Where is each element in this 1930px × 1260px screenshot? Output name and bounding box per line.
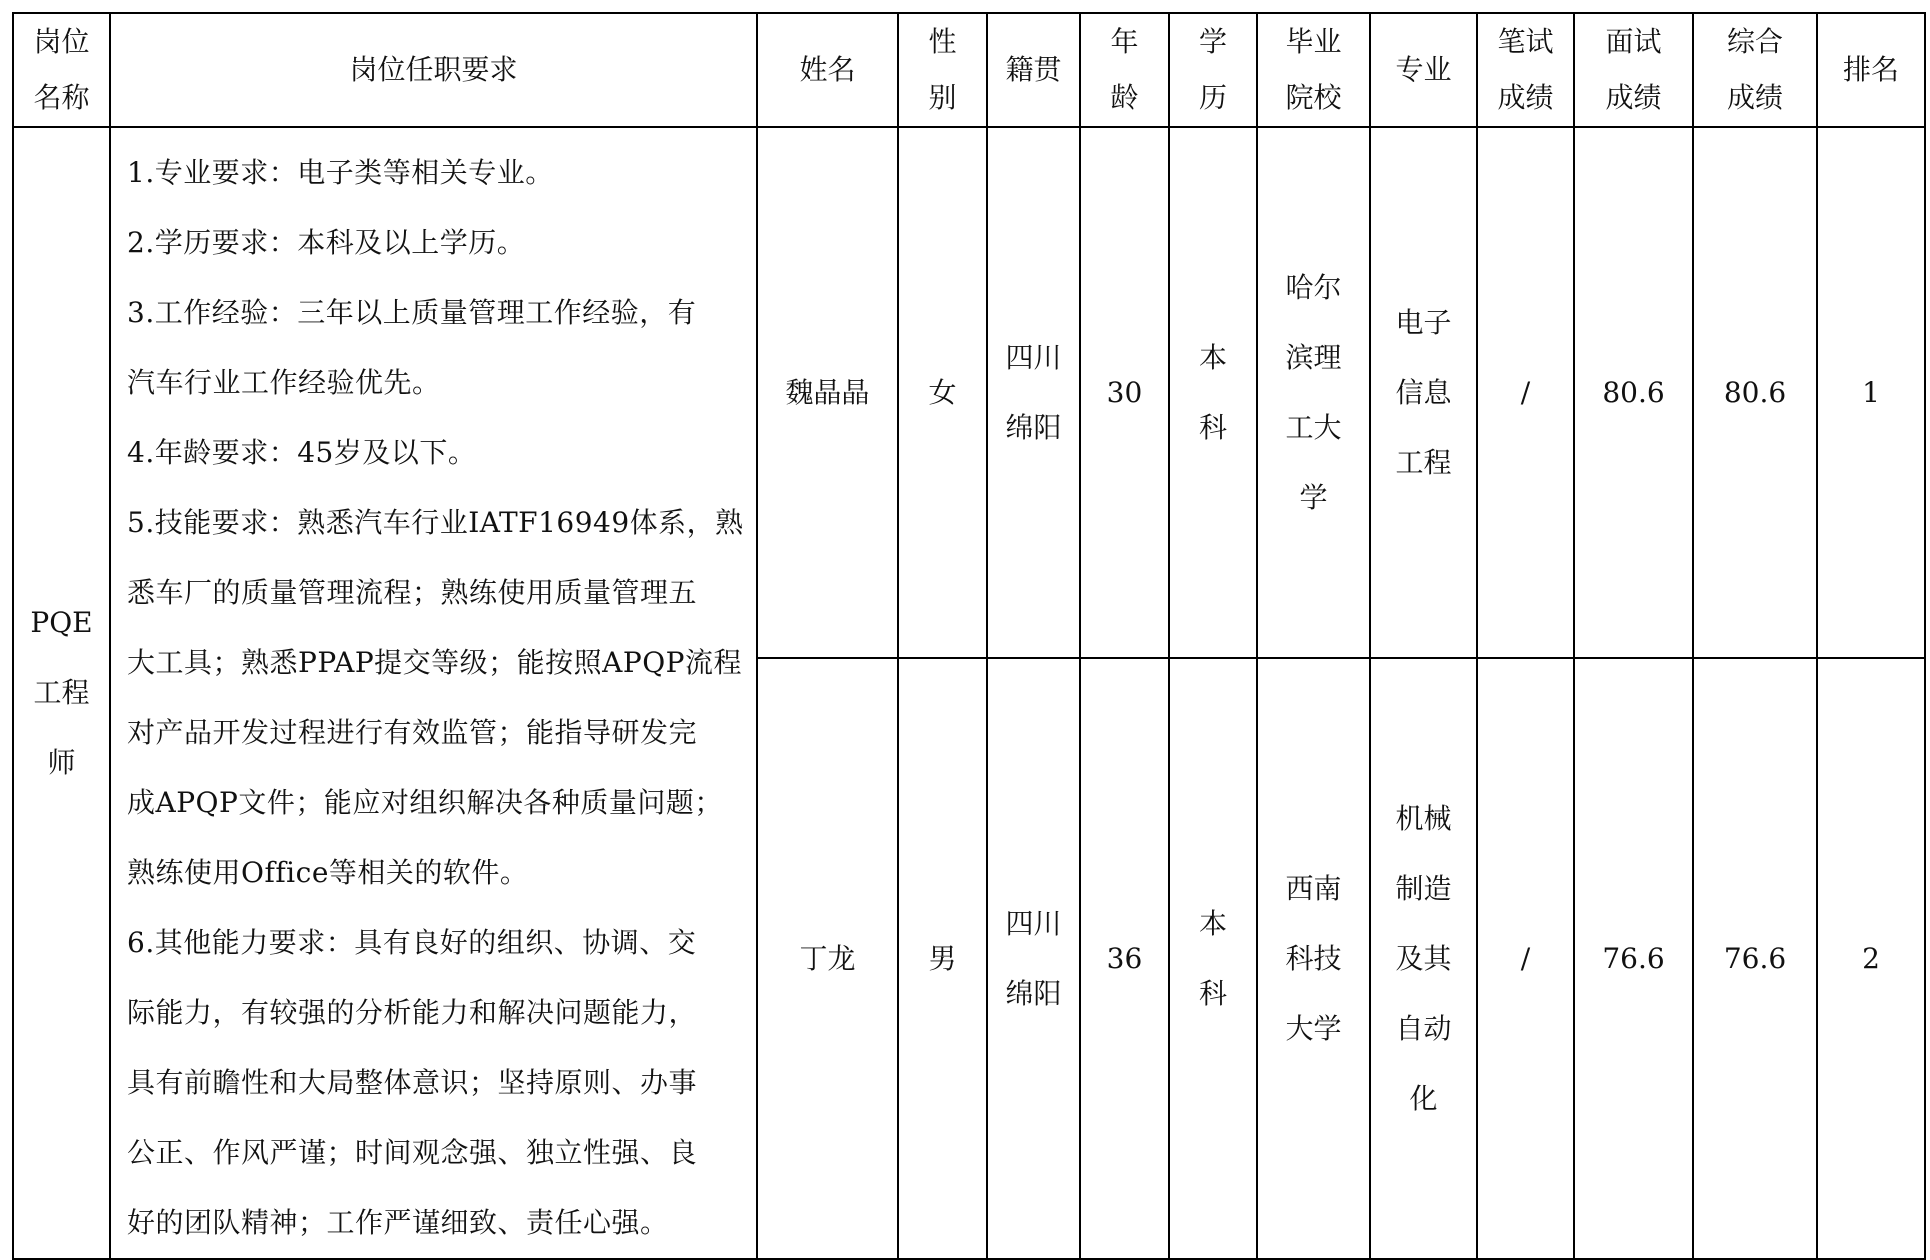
requirement-line: 2.学历要求：本科及以上学历。: [127, 226, 526, 259]
candidate-education: 本 科: [1169, 658, 1257, 1259]
requirement-line: 悉车厂的质量管理流程；熟练使用质量管理五: [127, 576, 698, 609]
requirement-line: 熟练使用Office等相关的软件。: [127, 856, 529, 889]
requirement-line: 大工具；熟悉PPAP提交等级；能按照APQP流程: [127, 646, 743, 679]
header-gender: 性 别: [898, 13, 987, 127]
requirement-line: 1.专业要求：电子类等相关专业。: [127, 156, 554, 189]
header-total-score: 综合 成绩: [1693, 13, 1817, 127]
candidate-rank: 2: [1817, 658, 1925, 1259]
header-school: 毕业 院校: [1257, 13, 1370, 127]
candidate-name: 魏晶晶: [757, 127, 898, 658]
candidate-major: 机械 制造 及其 自动 化: [1370, 658, 1477, 1259]
candidate-education: 本 科: [1169, 127, 1257, 658]
header-rank: 排名: [1817, 13, 1925, 127]
requirement-line: 好的团队精神；工作严谨细致、责任心强。: [127, 1206, 669, 1239]
candidate-interview-score: 76.6: [1574, 658, 1693, 1259]
header-education: 学 历: [1169, 13, 1257, 127]
requirement-line: 公正、作风严谨；时间观念强、独立性强、良: [127, 1136, 698, 1169]
candidate-major: 电子 信息 工程: [1370, 127, 1477, 658]
candidate-age: 30: [1080, 127, 1169, 658]
header-written-score: 笔试 成绩: [1477, 13, 1574, 127]
candidate-name: 丁龙: [757, 658, 898, 1259]
header-position: 岗位 名称: [13, 13, 110, 127]
candidate-gender: 男: [898, 658, 987, 1259]
requirement-line: 汽车行业工作经验优先。: [127, 366, 441, 399]
position-name-cell: PQE 工程 师: [13, 127, 110, 1259]
candidate-age: 36: [1080, 658, 1169, 1259]
header-major: 专业: [1370, 13, 1477, 127]
requirement-line: 具有前瞻性和大局整体意识；坚持原则、办事: [127, 1066, 698, 1099]
header-hometown: 籍贯: [987, 13, 1080, 127]
header-requirements: 岗位任职要求: [110, 13, 757, 127]
requirement-line: 6.其他能力要求：具有良好的组织、协调、交: [127, 926, 697, 959]
candidate-written-score: /: [1477, 127, 1574, 658]
table-row: [13, 127, 1925, 658]
candidate-hometown: 四川 绵阳: [987, 658, 1080, 1259]
requirement-line: 对产品开发过程进行有效监管；能指导研发完: [127, 716, 698, 749]
requirements-cell: [110, 127, 757, 1259]
candidate-written-score: /: [1477, 658, 1574, 1259]
candidate-school: 哈尔 滨理 工大 学: [1257, 127, 1370, 658]
requirement-line: 3.工作经验：三年以上质量管理工作经验，有: [127, 296, 697, 329]
candidate-school: 西南 科技 大学: [1257, 658, 1370, 1259]
candidate-table: [12, 12, 1926, 1260]
requirement-line: 成APQP文件；能应对组织解决各种质量问题；: [127, 786, 723, 819]
candidate-interview-score: 80.6: [1574, 127, 1693, 658]
header-interview-score: 面试 成绩: [1574, 13, 1693, 127]
candidate-total-score: 76.6: [1693, 658, 1817, 1259]
header-row: [13, 13, 1925, 127]
candidate-total-score: 80.6: [1693, 127, 1817, 658]
candidate-rank: 1: [1817, 127, 1925, 658]
requirement-line: 4.年龄要求：45岁及以下。: [127, 436, 477, 469]
header-age: 年 龄: [1080, 13, 1169, 127]
header-name: 姓名: [757, 13, 898, 127]
requirement-line: 际能力，有较强的分析能力和解决问题能力，: [127, 996, 698, 1029]
requirement-line: 5.技能要求：熟悉汽车行业IATF16949体系，熟: [127, 506, 744, 539]
candidate-hometown: 四川 绵阳: [987, 127, 1080, 658]
candidate-gender: 女: [898, 127, 987, 658]
